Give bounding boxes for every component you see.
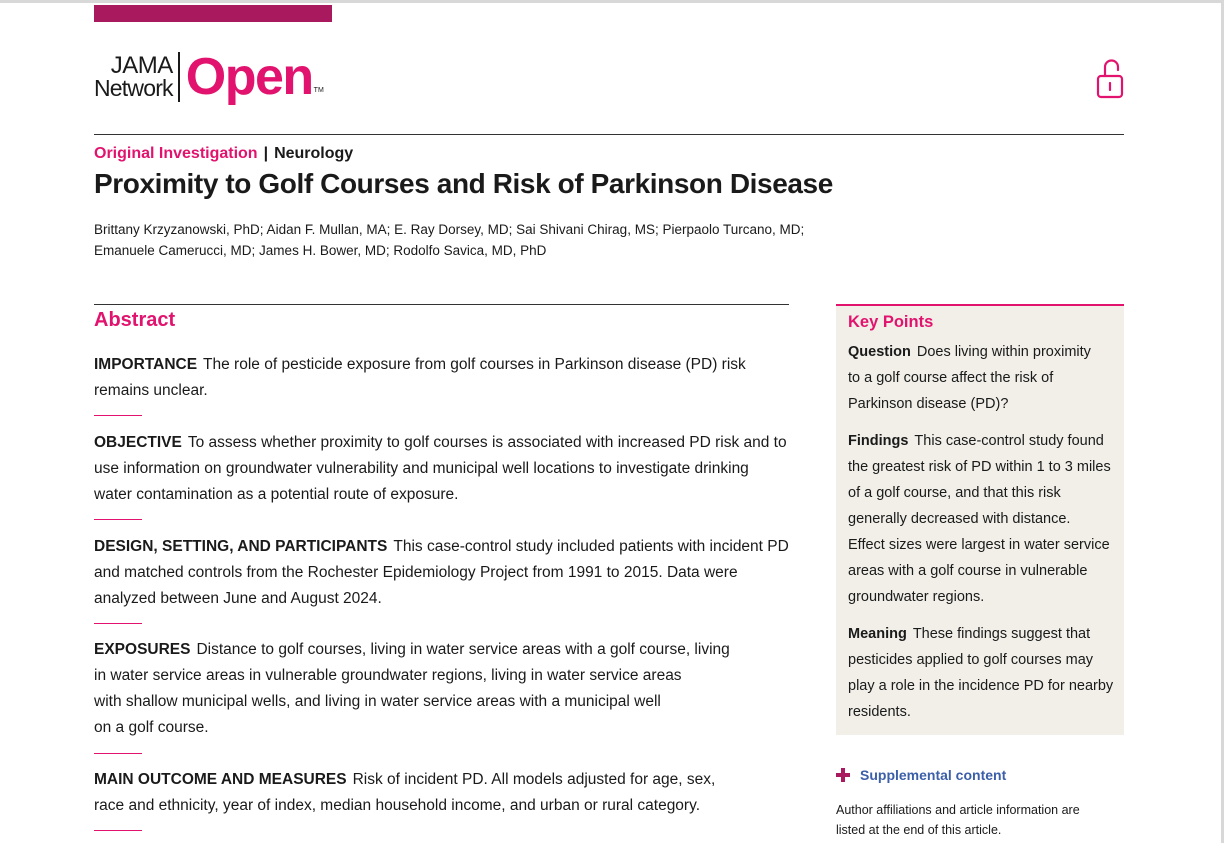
abstract-section-outcomes xyxy=(94,767,715,819)
section-divider xyxy=(94,415,142,416)
affiliations-note-line: listed at the end of this article. xyxy=(836,823,1002,837)
header-rule xyxy=(94,134,1124,135)
section-label: MAIN OUTCOME AND MEASURES xyxy=(94,771,347,788)
section-line: water contamination as a potential route of exposure. xyxy=(94,486,459,503)
section-line: race and ethnicity, year of index, median household income, and urban or rural category. xyxy=(94,797,700,814)
plus-icon xyxy=(836,764,852,786)
section-line: remains unclear. xyxy=(94,382,208,399)
section-line xyxy=(94,352,746,378)
section-text: To assess whether proximity to golf courses is associated with increased PD risk and to xyxy=(187,434,787,451)
key-point-text: These findings suggest that xyxy=(912,626,1091,642)
section-text: This case-control study included patients with incident PD xyxy=(393,538,789,555)
section-line xyxy=(94,430,787,456)
section-text: Risk of incident PD. All models adjusted for age, sex, xyxy=(352,771,716,788)
abstract-section-design xyxy=(94,534,789,612)
key-point-line: groundwater regions. xyxy=(848,589,985,605)
section-line: and matched controls from the Rochester Epidemiology Project from 1991 to 2015. Data were xyxy=(94,564,738,581)
abstract-section-exposures xyxy=(94,637,730,741)
key-point-line: play a role in the incidence PD for nearby xyxy=(848,678,1114,694)
section-line: on a golf course. xyxy=(94,719,209,736)
key-point-meaning xyxy=(848,621,1118,725)
article-subject: Neurology xyxy=(274,145,354,162)
abstract-section-objective xyxy=(94,430,787,508)
section-line: with shallow municipal wells, and living in water service areas with a municipal well xyxy=(94,693,661,710)
section-line: use information on groundwater vulnerability and municipal well locations to investigate drinking xyxy=(94,460,749,477)
logo-network-text: Network xyxy=(94,75,173,101)
section-text: The role of pesticide exposure from golf courses in Parkinson disease (PD) risk xyxy=(203,356,746,373)
logo-jama-network xyxy=(94,54,173,100)
supplemental-content-link[interactable] xyxy=(836,764,1006,786)
section-text: Distance to golf courses, living in water service areas with a golf course, living xyxy=(196,641,730,658)
article-kicker xyxy=(94,145,353,163)
key-point-line: Parkinson disease (PD)? xyxy=(848,396,1009,412)
article-type: Original Investigation xyxy=(94,145,258,162)
section-line: analyzed between June and August 2024. xyxy=(94,590,382,607)
section-label: DESIGN, SETTING, AND PARTICIPANTS xyxy=(94,538,388,555)
section-divider xyxy=(94,623,142,624)
affiliations-note-line: Author affiliations and article information are xyxy=(836,803,1080,817)
key-point-question xyxy=(848,339,1118,417)
author-list-line: Brittany Krzyzanowski, PhD; Aidan F. Mullan, MA; E. Ray Dorsey, MD; Sai Shivani Chirag, MS; Pierpaolo Turcano, MD; xyxy=(94,222,805,237)
section-label: OBJECTIVE xyxy=(94,434,182,451)
key-point-line: residents. xyxy=(848,704,911,720)
affiliations-note xyxy=(836,800,1116,840)
key-point-line: the greatest risk of PD within 1 to 3 miles xyxy=(848,459,1111,475)
logo-open-text: Open xyxy=(185,48,313,106)
author-list xyxy=(94,219,834,261)
key-point-text: Does living within proximity xyxy=(916,344,1091,360)
section-label: EXPOSURES xyxy=(94,641,191,658)
section-line: in water service areas in vulnerable groundwater regions, living in water service areas xyxy=(94,667,682,684)
key-point-label: Meaning xyxy=(848,626,907,642)
open-lock-icon xyxy=(1095,57,1125,99)
key-point-line: of a golf course, and that this risk xyxy=(848,485,1061,501)
key-points-title: Key Points xyxy=(848,313,934,331)
abstract-rule xyxy=(94,304,789,305)
key-point-label: Findings xyxy=(848,433,909,449)
kicker-separator: | xyxy=(263,145,269,162)
jama-network-open-logo xyxy=(94,50,324,104)
key-point-line: pesticides applied to golf courses may xyxy=(848,652,1094,668)
key-point-line: generally decreased with distance. xyxy=(848,511,1071,527)
key-point-line: Effect sizes were largest in water service xyxy=(848,537,1110,553)
author-list-line: Emanuele Camerucci, MD; James H. Bower, MD; Rodolfo Savica, MD, PhD xyxy=(94,243,547,258)
key-point-line xyxy=(848,428,1118,454)
key-point-line: areas with a golf course in vulnerable xyxy=(848,563,1088,579)
brand-color-bar xyxy=(94,5,332,22)
section-line xyxy=(94,534,789,560)
section-divider xyxy=(94,519,142,520)
key-point-label: Question xyxy=(848,344,911,360)
key-point-line xyxy=(848,621,1118,647)
logo-trademark: TM xyxy=(313,87,324,94)
key-point-text: This case-control study found xyxy=(914,433,1104,449)
logo-jama-text: JAMA xyxy=(110,52,173,79)
section-line xyxy=(94,767,715,793)
section-divider xyxy=(94,830,142,831)
logo-divider xyxy=(178,52,180,102)
section-divider xyxy=(94,753,142,754)
key-point-findings xyxy=(848,428,1118,610)
abstract-heading: Abstract xyxy=(94,309,176,331)
article-title: Proximity to Golf Courses and Risk of Parkinson Disease xyxy=(94,168,833,199)
abstract-section-importance xyxy=(94,352,746,404)
section-line xyxy=(94,637,730,663)
section-label: IMPORTANCE xyxy=(94,356,198,373)
key-point-line xyxy=(848,339,1118,365)
page-top-border xyxy=(0,0,1224,3)
supplemental-content-label[interactable]: Supplemental content xyxy=(860,767,1007,783)
key-point-line: to a golf course affect the risk of xyxy=(848,370,1054,386)
